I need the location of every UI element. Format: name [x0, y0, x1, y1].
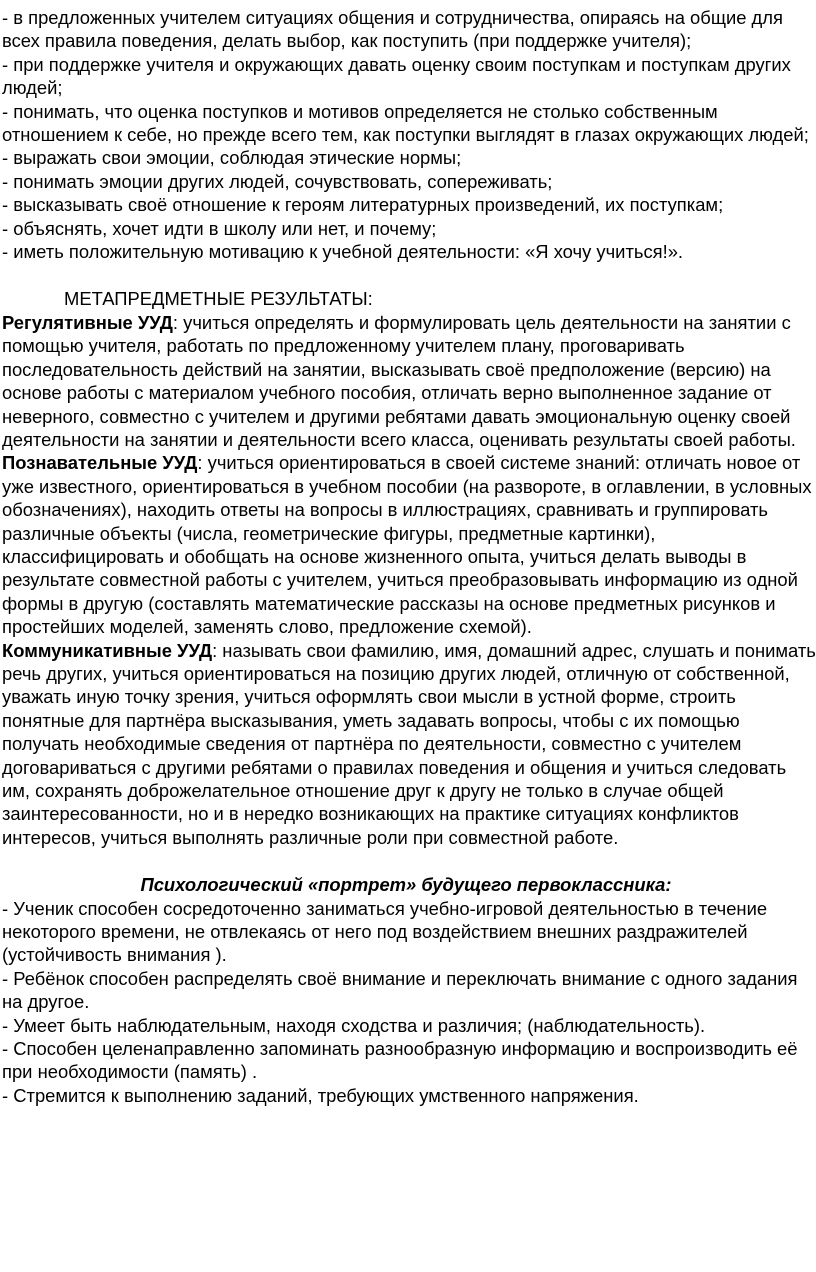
portrait-heading: Психологический «портрет» будущего первоклассника: — [140, 874, 672, 896]
personal-item: - иметь положительную мотивацию к учебной деятельности: «Я хочу учиться!». — [2, 241, 684, 263]
personal-item: - объяснять, хочет идти в школу или нет, и почему; — [2, 217, 437, 239]
personal-item: - в предложенных учителем ситуациях общения и сотрудничества, опираясь на общие для всех правила поведения, делать выбор, как поступить (при поддержке учителя); — [2, 7, 783, 52]
portrait-item: - Способен целенаправленно запоминать разнообразную информацию и воспроизводить её при необходимости (память) . — [2, 1038, 798, 1083]
personal-item: - при поддержке учителя и окружающих давать оценку своим поступкам и поступкам других людей; — [2, 53, 791, 99]
communicative-text: : называть свои фамилию, имя, домашний адрес, слушать и понимать речь других, учиться ориентироваться на позицию других людей, отличную от собственной, уважать иную точку зрения, учиться оформлять свои мысли в устной форме, строить понятные для партнёра высказывания, уметь задавать вопросы, чтобы с их помощью получать необходимые сведения от партнёра по деятельности, совместно с учителем договариваться с другими ребятами о правилах поведения и общения и учиться следовать им, сохранять доброжелательное отношение друг к другу не только в случае общей заинтересованности, но и в нередко возникающих на практике ситуациях конфликтов интересов, учиться выполнять различные роли при совместной работе. — [2, 639, 816, 848]
regulative-label: Регулятивные УУД — [2, 311, 173, 333]
regulative-text: : учиться определять и формулировать цель деятельности на занятии с помощью учителя, работать по предложенному учителем плану, проговаривать последовательность действий на занятии, высказывать своё предположение (версию) на основе работы с материалом учебного пособия, отличать верно выполненное задание от неверного, совместно с учителем и другими ребятами давать эмоциональную оценку своей деятельности на занятии и деятельности всего класса, оценивать результаты своей работы. — [2, 311, 796, 450]
portrait-item: - Умеет быть наблюдательным, находя сходства и различия; (наблюдательность). — [2, 1014, 706, 1036]
cognitive-label: Познавательные УУД — [2, 452, 198, 474]
personal-item: - понимать эмоции других людей, сочувствовать, сопереживать; — [2, 170, 553, 192]
communicative-label: Коммуникативные УУД — [2, 639, 213, 661]
spacer — [2, 263, 816, 287]
meta-results-heading: МЕТАПРЕДМЕТНЫЕ РЕЗУЛЬТАТЫ: — [64, 288, 373, 310]
personal-item: - высказывать своё отношение к героям литературных произведений, их поступкам; — [2, 194, 724, 216]
personal-item: - понимать, что оценка поступков и мотивов определяется не столько собственным отношением к себе, но прежде всего тем, как поступки выглядят в глазах окружающих людей; — [2, 100, 809, 146]
spacer — [2, 849, 816, 873]
cognitive-text: : учиться ориентироваться в своей системе знаний: отличать новое от уже известного, ориентироваться в учебном пособии (на развороте, в оглавлении, в условных обозначениях), находить ответы на вопросы в иллюстрациях, сравнивать и группировать различные объекты (числа, геометрические фигуры, предметные картинки), классифицировать и обобщать на основе жизненного опыта, учиться делать выводы в результате совместной работы с учителем, учиться преобразовывать информацию из одной формы в другую (составлять математические рассказы на основе предметных рисунков и простейших моделей, заменять слово, предложение схемой). — [2, 452, 812, 638]
communicative-paragraph — [2, 639, 816, 850]
personal-item: - выражать свои эмоции, соблюдая этические нормы; — [2, 147, 462, 169]
regulative-paragraph — [2, 311, 816, 451]
cognitive-paragraph — [2, 451, 816, 638]
portrait-item: - Ученик способен сосредоточенно заниматься учебно-игровой деятельностью в течение некоторого времени, не отвлекаясь от него под воздействием внешних раздражителей (устойчивость внимания ). — [2, 897, 768, 966]
portrait-item: - Стремится к выполнению заданий, требующих умственного напряжения. — [2, 1084, 639, 1106]
portrait-item: - Ребёнок способен распределять своё внимание и переключать внимание с одного задания на другое. — [2, 967, 798, 1013]
